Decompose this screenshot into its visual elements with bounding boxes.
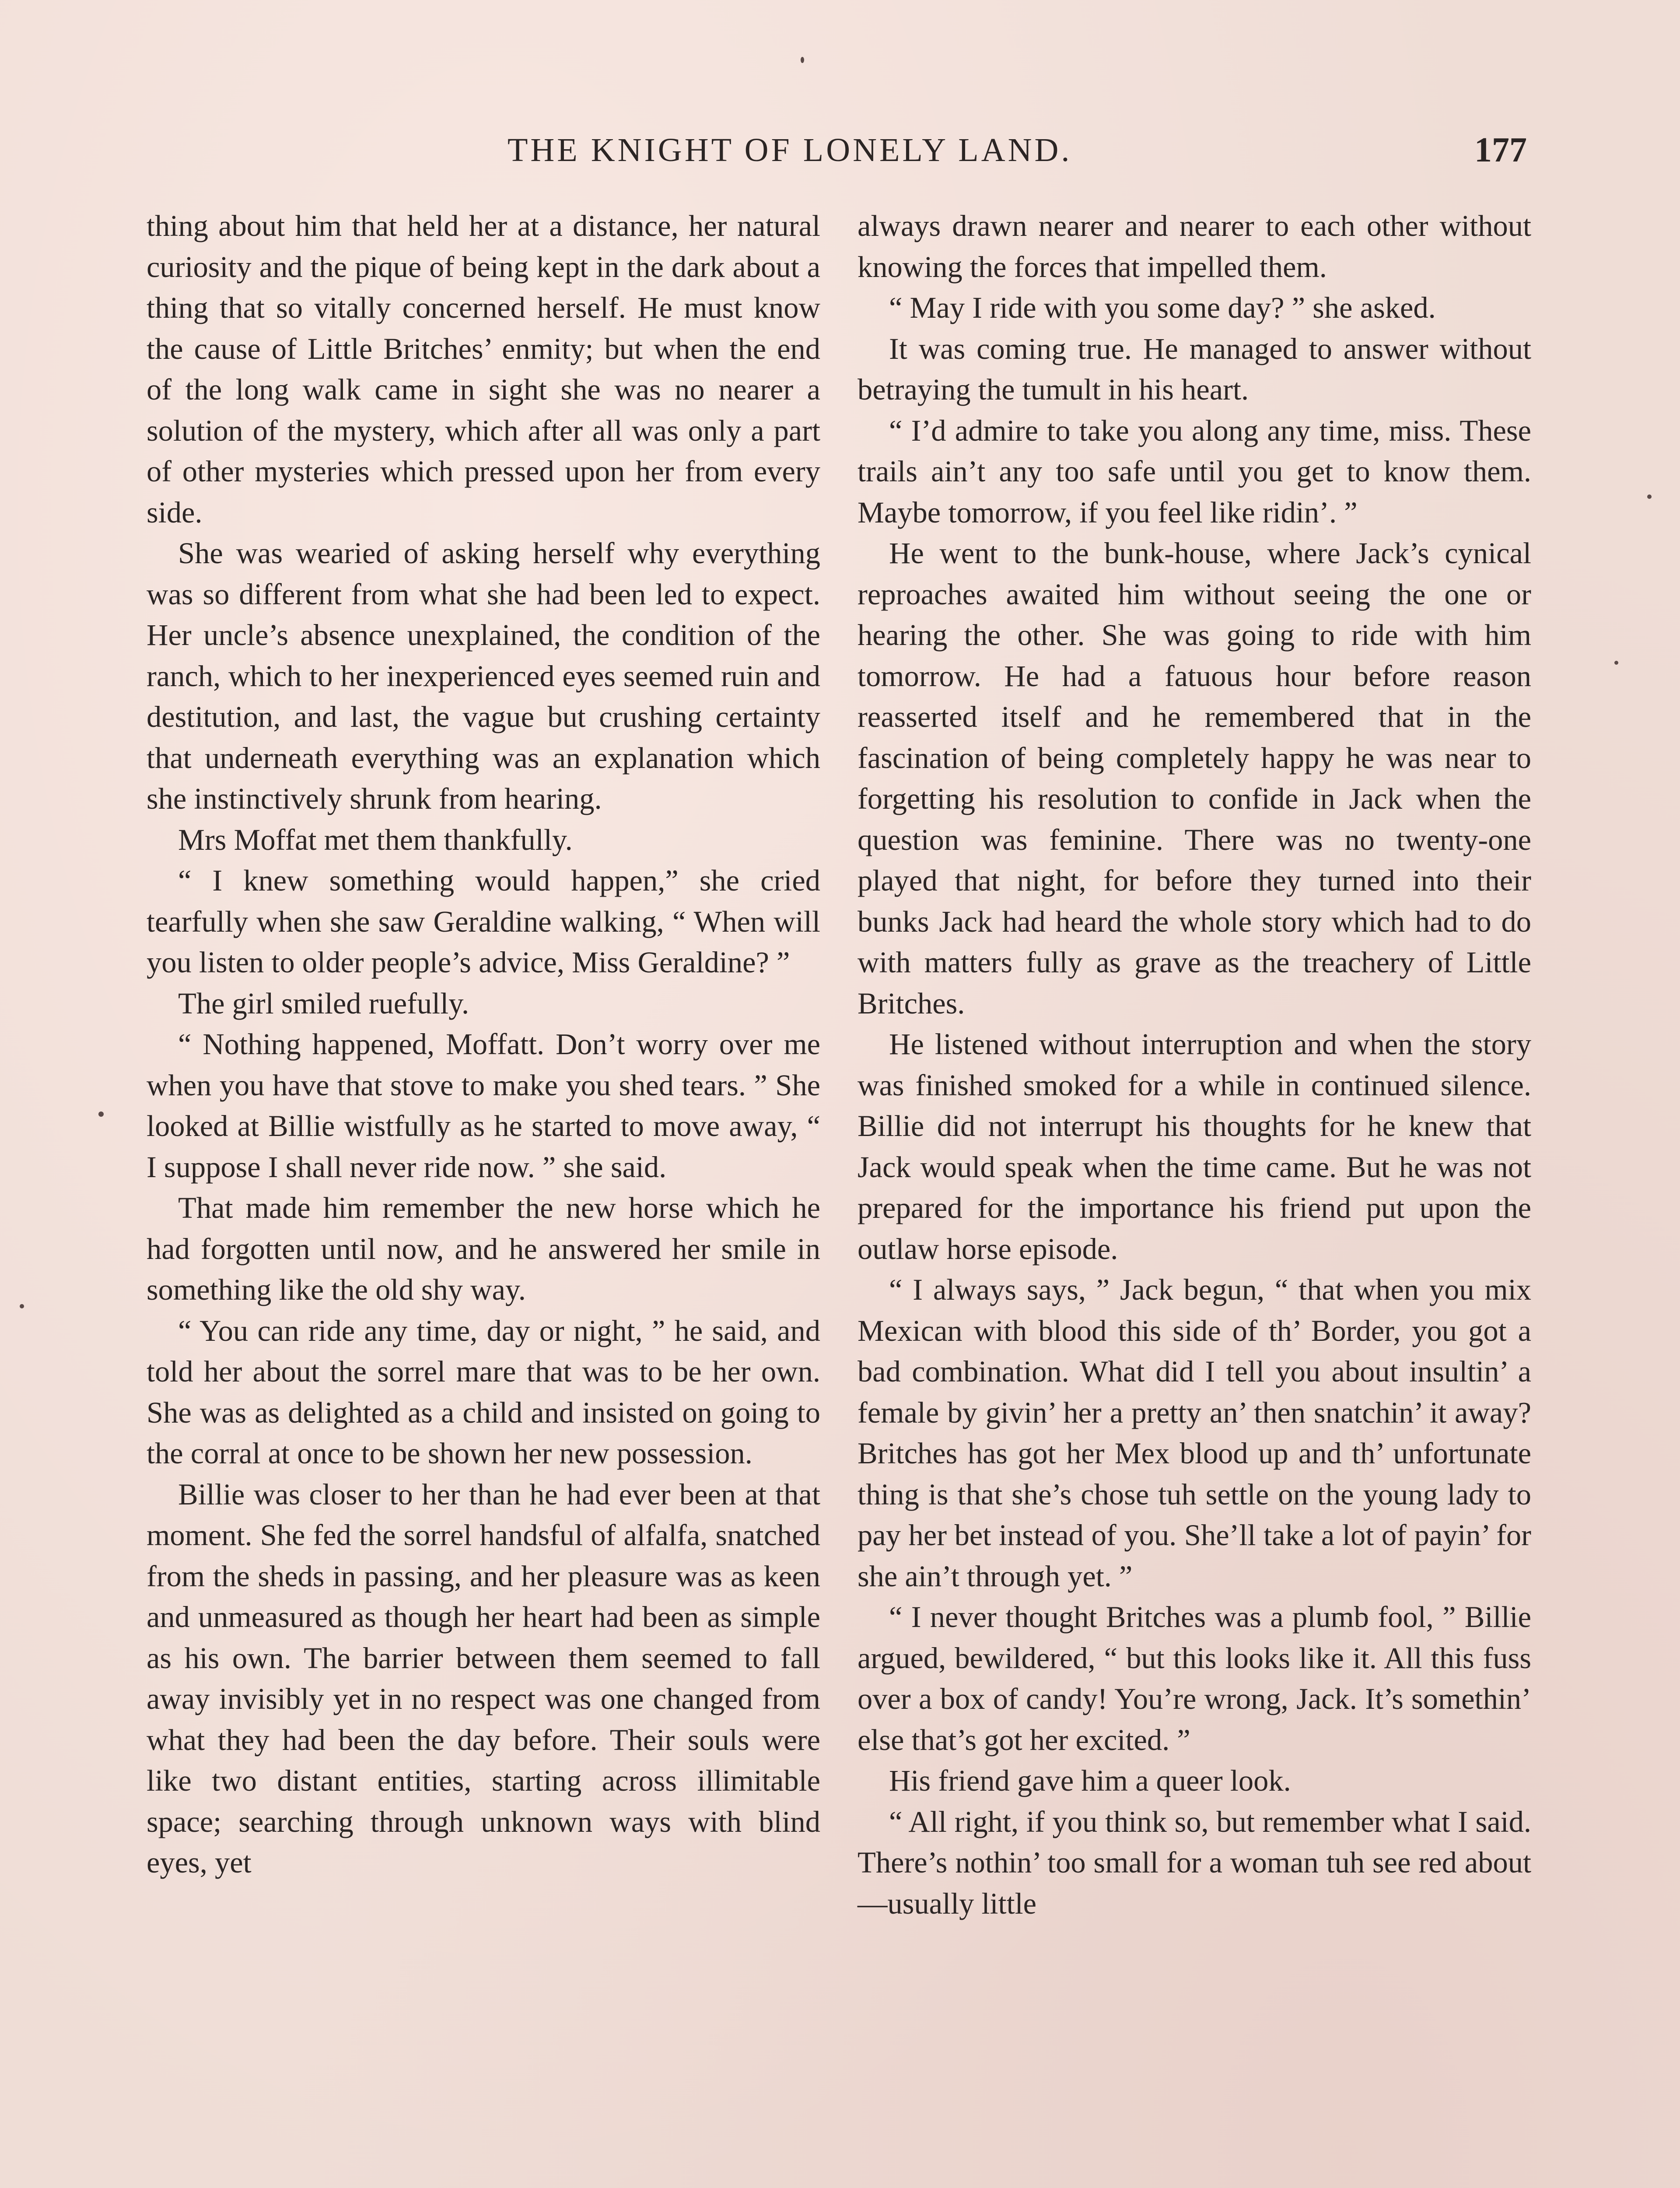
paragraph: He listened without interruption and when the story was finished smoked for a while in continued silence. Billie did not interrupt his thoughts for he knew that Jack would speak when the time came. But he was not prepared for the importance his friend put upon the outlaw horse episode. [858,1027,1531,1266]
paragraph: thing about him that held her at a distance, her natural curiosity and the pique of being kept in the dark about a thing that so vitally concerned herself. He must know the cause of Little Britches’ enmity; but when the end of the long walk came in sight she was no nearer a solution of the mystery, which after all was only a part of other mysteries which pressed upon her from every side. [147,209,820,529]
paragraph: “ I always says, ” Jack begun, “ that when you mix Mexican with blood this side of th’ Border, you got a bad combination. What did I tell you about insultin’ a female by givin’ her a pretty an’ then snatchin’ it away? Britches has got her Mex blood up and th’ unfortunate thing is that she’s chose tuh settle on the young lady to pay her bet instead of you. She’ll take a lot of payin’ for she ain’t through yet. ” [858,1273,1531,1593]
left-column [147,206,820,1883]
paragraph: Mrs Moffat met them thankfully. [178,823,573,856]
paragraph: His friend gave him a queer look. [889,1764,1291,1797]
page-number: 177 [1474,131,1527,169]
paragraph: Billie was closer to her than he had ever been at that moment. She fed the sorrel handsful of alfalfa, snatched from the sheds in passing, and her pleasure was as keen and unmeasured as though her heart had been as simple as his own. The barrier between them seemed to fall away invisibly yet in no respect was one changed from what they had been the day before. Their souls were like two distant entities, starting across illimitable space; searching through unknown ways with blind eyes, yet [147,1477,820,1879]
print-speck [20,1304,24,1308]
paragraph: always drawn nearer and nearer to each other without knowing the forces that impelled them. [858,209,1531,284]
paragraph: He went to the bunk-house, where Jack’s cynical reproaches awaited him without seeing the one or hearing the other. She was going to ride with him tomorrow. He had a fatuous hour before reason reasserted itself and he remembered that in the fascination of being completely happy he was near to forgetting his resolution to confide in Jack when the question was feminine. There was no twenty-one played that night, for before they turned into their bunks Jack had heard the whole story which had to do with matters fully as grave as the treachery of Little Britches. [858,536,1531,1020]
right-column [858,206,1531,1924]
paragraph: It was coming true. He managed to answer without betraying the tumult in his heart. [858,332,1531,406]
paragraph: That made him remember the new horse which he had forgotten until now, and he answered her smile in something like the old shy way. [147,1191,820,1306]
paragraph: The girl smiled ruefully. [178,986,469,1020]
paragraph: “ Nothing happened, Moffatt. Don’t worry over me when you have that stove to make you shed tears. ” She looked at Billie wistfully as he started to move away, “ I suppose I shall never ride now. ” she said. [147,1027,820,1184]
running-head: THE KNIGHT OF LONELY LAND. [508,132,1072,168]
print-speck [801,57,804,63]
print-speck [1647,494,1652,499]
paragraph: “ I’d admire to take you along any time, miss. These trails ain’t any too safe until you get to know them. Maybe tomorrow, if you feel like ridin’. ” [858,414,1531,529]
paragraph: “ You can ride any time, day or night, ” he said, and told her about the sorrel mare that was to be her own. She was as delighted as a child and insisted on going to the corral at once to be shown her new possession. [147,1314,820,1470]
paragraph: “ All right, if you think so, but remember what I said. There’s nothin’ too small for a woman tuh see red about—usually little [858,1805,1531,1920]
paragraph: “ I never thought Britches was a plumb fool, ” Billie argued, bewildered, “ but this looks like it. All this fuss over a box of candy! You’re wrong, Jack. It’s somethin’ else that’s got her excited. ” [858,1600,1531,1757]
paragraph: “ May I ride with you some day? ” she asked. [889,291,1436,324]
print-speck [1614,661,1618,665]
print-speck [98,1112,104,1117]
paragraph: “ I knew something would happen,” she cried tearfully when she saw Geraldine walking, “ When will you listen to older people’s advice, Miss Geraldine? ” [147,864,820,979]
paragraph: She was wearied of asking herself why everything was so different from what she had been led to expect. Her uncle’s absence unexplained, the condition of the ranch, which to her inexperienced eyes seemed ruin and destitution, and last, the vague but crushing certainty that underneath everything was an explanation which she instinctively shrunk from hearing. [147,536,820,815]
